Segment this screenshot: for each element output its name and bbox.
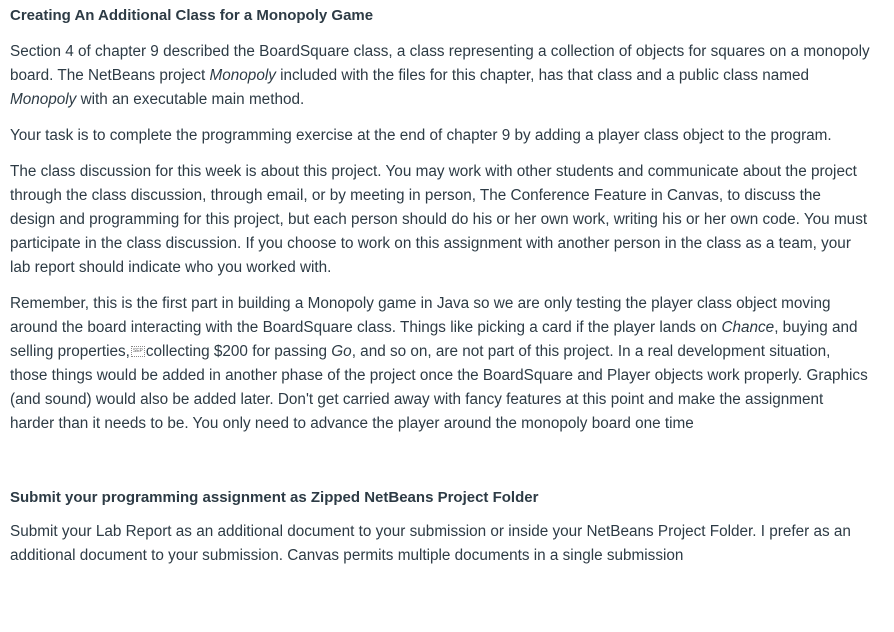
- separator-glyph: SEP: [131, 346, 145, 357]
- text-segment: included with the files for this chapter, has that class and a public class named: [275, 67, 810, 84]
- paragraph-intro: [10, 40, 870, 112]
- text-segment: , buying and selling properties,: [10, 319, 858, 360]
- paragraph-submission: Submit your Lab Report as an additional document to your submission or inside your NetBeans Project Folder. I prefer as an additional document to your submission. Canvas permits multiple documents in a single submission: [10, 523, 851, 564]
- project-name: Monopoly: [209, 67, 276, 84]
- submission-heading: Submit your programming assignment as Zipped NetBeans Project Folder: [10, 489, 539, 506]
- text-segment: collecting $200 for passing: [145, 343, 332, 360]
- text-segment: , and so on, are not part of this project. In a real development situation, those things would be added in another phase of the project once the BoardSquare and Player objects work properly. Graphics (and sound) would also be added later. Don't get carried away with fancy features at this point and make the assignment harder than it needs to be. You only need to advance the player around the monopoly board one time: [10, 343, 868, 432]
- spacer: [10, 448, 870, 488]
- chance-term: Chance: [721, 319, 775, 336]
- text-segment: Remember, this is the first part in building a Monopoly game in Java so we are only testing the player class object moving around the board interacting with the BoardSquare class. Things like picking a card if the player lands on: [10, 295, 831, 336]
- page-title: Creating An Additional Class for a Monopoly Game: [10, 7, 374, 24]
- paragraph-discussion: The class discussion for this week is about this project. You may work with other students and communicate about the project through the class discussion, through email, or by meeting in person, The Conference Feature in Canvas, to discuss the design and programming for this project, but each person should do his or her own work, writing his or her own code. You must participate in the class discussion. If you choose to work on this assignment with another person in the class as a team, your lab report should indicate who you worked with.: [10, 163, 868, 276]
- class-name: Monopoly: [10, 91, 77, 108]
- go-term: Go: [331, 343, 352, 360]
- text-segment: Section 4 of chapter 9 described the BoardSquare class, a class representing a collection of objects for squares on a monopoly board. The NetBeans project: [10, 43, 870, 84]
- paragraph-scope: [10, 292, 870, 436]
- text-segment: with an executable main method.: [76, 91, 305, 108]
- paragraph-task: Your task is to complete the programming exercise at the end of chapter 9 by adding a player class object to the program.: [10, 127, 832, 144]
